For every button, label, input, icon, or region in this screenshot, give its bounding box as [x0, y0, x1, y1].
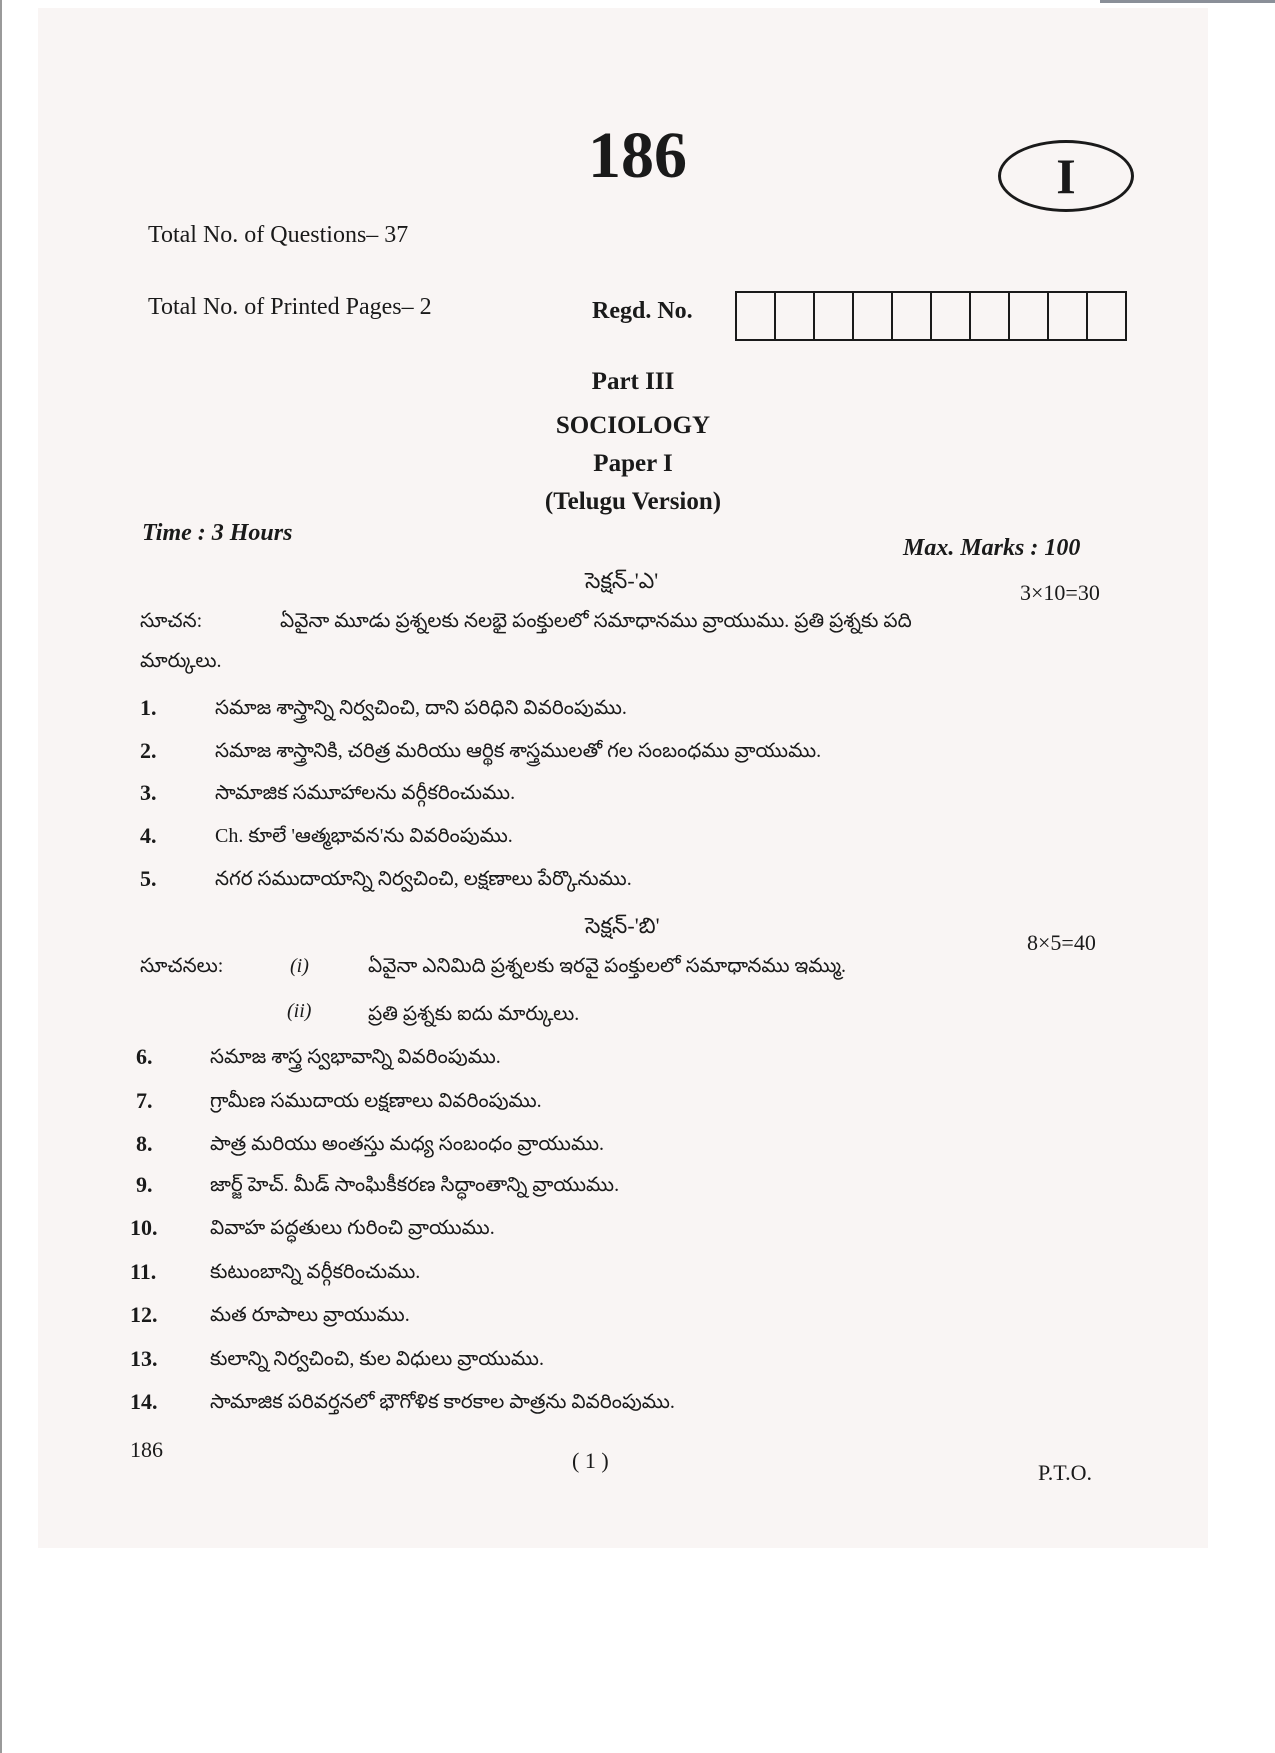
question-number: 6.	[136, 1044, 153, 1069]
regd-box-cell	[893, 293, 932, 339]
section-b-marks: 8×5=40	[1027, 930, 1096, 955]
footer-paper-code: 186	[130, 1437, 163, 1462]
question-text: సామాజిక సమూహాలను వర్గీకరించుము.	[215, 782, 516, 804]
max-marks-label: Max. Marks : 100	[903, 535, 1081, 561]
regd-box-cell	[737, 293, 776, 339]
question-text: సమాజ శాస్త్ర స్వభావాన్ని వివరింపుము.	[210, 1046, 501, 1068]
regd-box-cell	[1088, 293, 1125, 339]
question-text: కుటుంబాన్ని వర్గీకరించుము.	[210, 1261, 421, 1283]
question-number: 2.	[140, 738, 157, 763]
regd-box-cell	[776, 293, 815, 339]
question-number: 1.	[140, 695, 157, 720]
page-number: ( 1 )	[572, 1448, 609, 1473]
question-text: జార్జ్ హెచ్. మీడ్ సాంఘికీకరణ సిద్ధాంతాన్ని వ్రాయుము.	[210, 1174, 620, 1196]
question-number: 8.	[136, 1131, 153, 1156]
time-label: Time : 3 Hours	[142, 520, 293, 546]
section-b-note-ii: ప్రతి ప్రశ్నకు ఐదు మార్కులు.	[368, 1003, 580, 1025]
pto-label: P.T.O.	[1038, 1460, 1092, 1485]
question-text: నగర సముదాయాన్ని నిర్వచించి, లక్షణాలు పేర్కొనుము.	[215, 868, 632, 890]
section-a-title: సెక్షన్-'ఎ'	[585, 568, 659, 593]
question-number: 3.	[140, 780, 157, 805]
total-pages: Total No. of Printed Pages– 2	[148, 294, 432, 320]
regd-box-cell	[932, 293, 971, 339]
regd-box-cell	[854, 293, 893, 339]
paper-label: Paper I	[593, 450, 673, 477]
question-number: 5.	[140, 866, 157, 891]
section-b-note-ii-label: (ii)	[287, 1000, 312, 1022]
question-text: సమాజ శాస్త్రాన్ని నిర్వచించి, దాని పరిధిని వివరింపుము.	[215, 697, 627, 719]
regd-number-boxes	[735, 291, 1127, 341]
regd-label: Regd. No.	[592, 298, 693, 324]
question-number: 4.	[140, 823, 157, 848]
section-a-note-label: సూచన:	[140, 610, 203, 632]
section-a-note-line1: ఏవైనా మూడు ప్రశ్నలకు నలభై పంక్తులలో సమాధానము వ్రాయుము. ప్రతి ప్రశ్నకు పది	[280, 610, 912, 632]
part-label: Part III	[591, 368, 675, 395]
regd-box-cell	[1049, 293, 1088, 339]
question-number: 7.	[136, 1088, 153, 1113]
section-b-title: సెక్షన్-'బి'	[585, 913, 660, 938]
question-text: సామాజిక పరివర్తనలో భౌగోళిక కారకాల పాత్రను వివరింపుము.	[210, 1391, 675, 1413]
section-b-note-i: ఏవైనా ఎనిమిది ప్రశ్నలకు ఇరవై పంక్తులలో సమాధానము ఇమ్ము.	[368, 955, 847, 977]
paper-code: 186	[588, 119, 687, 192]
section-a-note-line2: మార్కులు.	[140, 650, 222, 672]
question-number: 9.	[136, 1172, 153, 1197]
question-text: సమాజ శాస్త్రానికి, చరిత్ర మరియు ఆర్థిక శాస్త్రములతో గల సంబంధము వ్రాయుము.	[215, 740, 822, 762]
question-number: 14.	[130, 1389, 158, 1414]
version-label: (Telugu Version)	[544, 488, 722, 515]
question-number: 12.	[130, 1302, 158, 1327]
question-number: 13.	[130, 1346, 158, 1371]
section-a-marks: 3×10=30	[1020, 580, 1100, 605]
question-text: కులాన్ని నిర్వచించి, కుల విధులు వ్రాయుము.	[210, 1348, 544, 1370]
page-edge-line	[0, 0, 2, 1753]
subject-title: SOCIOLOGY	[555, 412, 711, 439]
regd-box-cell	[815, 293, 854, 339]
question-number: 11.	[130, 1259, 157, 1284]
total-questions: Total No. of Questions– 37	[148, 222, 409, 248]
section-b-note-i-label: (i)	[290, 955, 309, 977]
question-text: వివాహ పద్ధతులు గురించి వ్రాయుము.	[210, 1217, 495, 1239]
question-text: Ch. కూలే 'ఆత్మభావన'ను వివరింపుము.	[215, 825, 513, 847]
question-number: 10.	[130, 1215, 158, 1240]
question-text: పాత్ర మరియు అంతస్తు మధ్య సంబంధం వ్రాయుము.	[210, 1133, 605, 1155]
regd-box-cell	[1010, 293, 1049, 339]
scan-edge-line	[1100, 0, 1275, 3]
section-b-note-label: సూచనలు:	[140, 955, 224, 977]
question-text: మత రూపాలు వ్రాయుము.	[210, 1304, 410, 1326]
version-mark: I	[998, 140, 1134, 212]
question-text: గ్రామీణ సముదాయ లక్షణాలు వివరింపుము.	[210, 1090, 542, 1112]
regd-box-cell	[971, 293, 1010, 339]
